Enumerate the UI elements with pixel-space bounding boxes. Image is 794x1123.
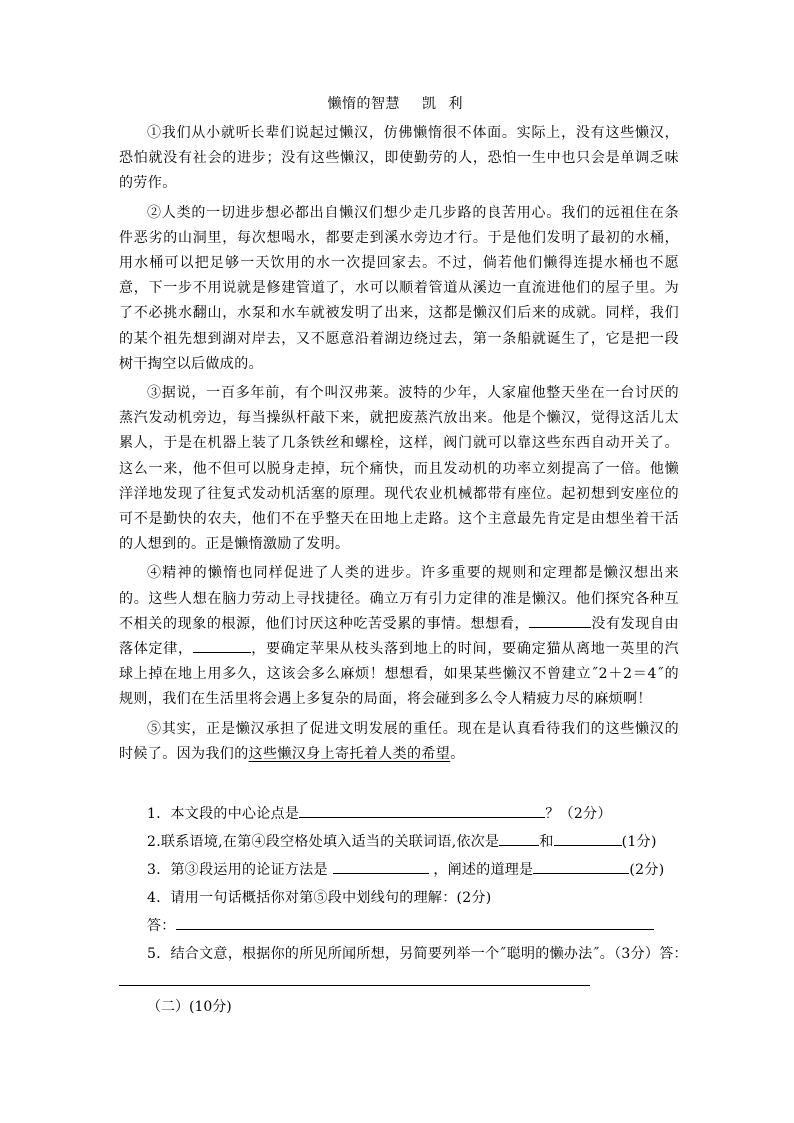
answer-blank-q3a[interactable]	[333, 859, 429, 874]
answer-blank-q3b[interactable]	[533, 859, 629, 874]
fill-blank-2[interactable]	[193, 638, 251, 653]
question-4-answer-label: 答：	[147, 918, 176, 934]
question-2-prefix: 2.联系语境,在第④段空格处填入适当的关联词语,依次是	[147, 834, 500, 850]
question-2	[119, 828, 689, 856]
answer-line-q5[interactable]	[119, 985, 590, 986]
paragraph-1: ①我们从小就听长辈们说起过懒汉，仿佛懒惰很不体面。实际上，没有这些懒汉，恐怕就没有社会的进步；没有这些懒汉，即使勤劳的人，恐怕一生中也只会是单调乏味的劳作。	[119, 125, 679, 192]
question-1-suffix: ？（2分）	[545, 806, 612, 822]
question-4-answer	[119, 912, 689, 940]
paragraph-4-text-c: ，要确定苹果从枝头落到地上的时间，要确定猫从离地一英里的汽球上掉在地上用多久，这该会多么麻烦！想想看，如果某些懒汉不曾建立˝2＋2＝4˝的规则，我们在生活里将会遇上多复杂的局面，将会碰到多么令人精疲力尽的麻烦啊！	[119, 641, 679, 708]
article-body	[119, 121, 679, 771]
paragraph-5-text-a: ⑤其实，正是懒汉承担了促进文明发展的重任。现在是认真看待我们的这些懒汉的时候了。因为我们的	[119, 720, 679, 762]
question-list	[119, 800, 689, 968]
answer-blank-q4[interactable]	[176, 915, 654, 930]
question-4: 4．请用一句话概括你对第⑤段中划线句的理解：(2分)	[147, 890, 492, 906]
question-3-suffix: (2分)	[629, 862, 665, 878]
paragraph-4	[119, 561, 679, 712]
question-1	[119, 800, 689, 828]
question-2-mid: 和	[539, 834, 554, 850]
question-2-suffix: (1分)	[621, 834, 657, 850]
question-1-prefix: 1．本文段的中心论点是	[147, 806, 300, 822]
answer-blank-q2b[interactable]	[554, 831, 622, 846]
question-3	[119, 856, 689, 884]
question-3-prefix: 3．第③段运用的论证方法是	[147, 862, 333, 878]
fill-blank-1[interactable]	[529, 613, 591, 628]
answer-blank-q2a[interactable]	[499, 831, 539, 846]
paragraph-5-text-b: 。	[450, 745, 465, 762]
paragraph-5	[119, 717, 679, 767]
question-3-mid: ，阐述的道理是	[428, 862, 534, 878]
underlined-sentence: 这些懒汉身上寄托着人类的希望	[248, 745, 451, 762]
paragraph-3: ③据说，一百多年前，有个叫汉弗莱。波特的少年，人家雇他整天坐在一台讨厌的蒸汽发动机旁边，每当操纵杆敲下来，就把废蒸汽放出来。他是个懒汉，觉得这活儿太累人，于是在机器上装了几条铁丝和螺栓，这样，阀门就可以靠这些东西自动开关了。这么一来，他不但可以脱身走掉，玩个痛快，而且发动机的功率立刻提高了一倍。他懒洋洋地发现了往复式发动机活塞的原理。现代农业机械都带有座位。起初想到安座位的可不是勤快的农夫，他们不在乎整天在田地上走路。这个主意最先肯定是由想坐着干活的人想到的。正是懒惰激励了发明。	[119, 385, 679, 553]
article-title-line	[0, 93, 794, 113]
article-author: 凯 利	[422, 96, 467, 112]
section-heading: （二）(10分)	[147, 999, 232, 1015]
article-title: 懒惰的智慧	[327, 96, 401, 112]
paragraph-4-text-b: 没有发现自由落体定律，	[119, 615, 679, 658]
paragraph-2: ②人类的一切进步想必都出自懒汉们想少走几步路的良苦用心。我们的远祖住在条件恶劣的山洞里，每次想喝水，都要走到溪水旁边才行。于是他们发明了最初的水桶，用水桶可以把足够一天饮用的水一次提回家去。不过，倘若他们懒得连提水桶也不愿意，下一步不用说就是修建管道了，水可以顺着管道从溪边一直流进他们的屋子里。为了不必挑水翻山，水泵和水车就被发明了出来，这都是懒汉们后来的成就。同样，我们的某个祖先想到湖对岸去，又不愿意沿着湖边绕过去，第一条船就诞生了，它是把一段树干掏空以后做成的。	[119, 204, 679, 372]
answer-blank-q1[interactable]	[299, 803, 545, 818]
paragraph-4-text-a: ④精神的懒惰也同样促进了人类的进步。许多重要的规则和定理都是懒汉想出来的。这些人想在脑力劳动上寻找捷径。确立万有引力定律的准是懒汉。他们探究各种互不相关的现象的根源，他们讨厌这种吃苦受累的事情。想想看，	[119, 565, 679, 632]
question-5: 5．结合文意，根据你的所见所闻所想，另简要列举一个˝聪明的懒办法˝。（3分）答：	[147, 946, 688, 962]
